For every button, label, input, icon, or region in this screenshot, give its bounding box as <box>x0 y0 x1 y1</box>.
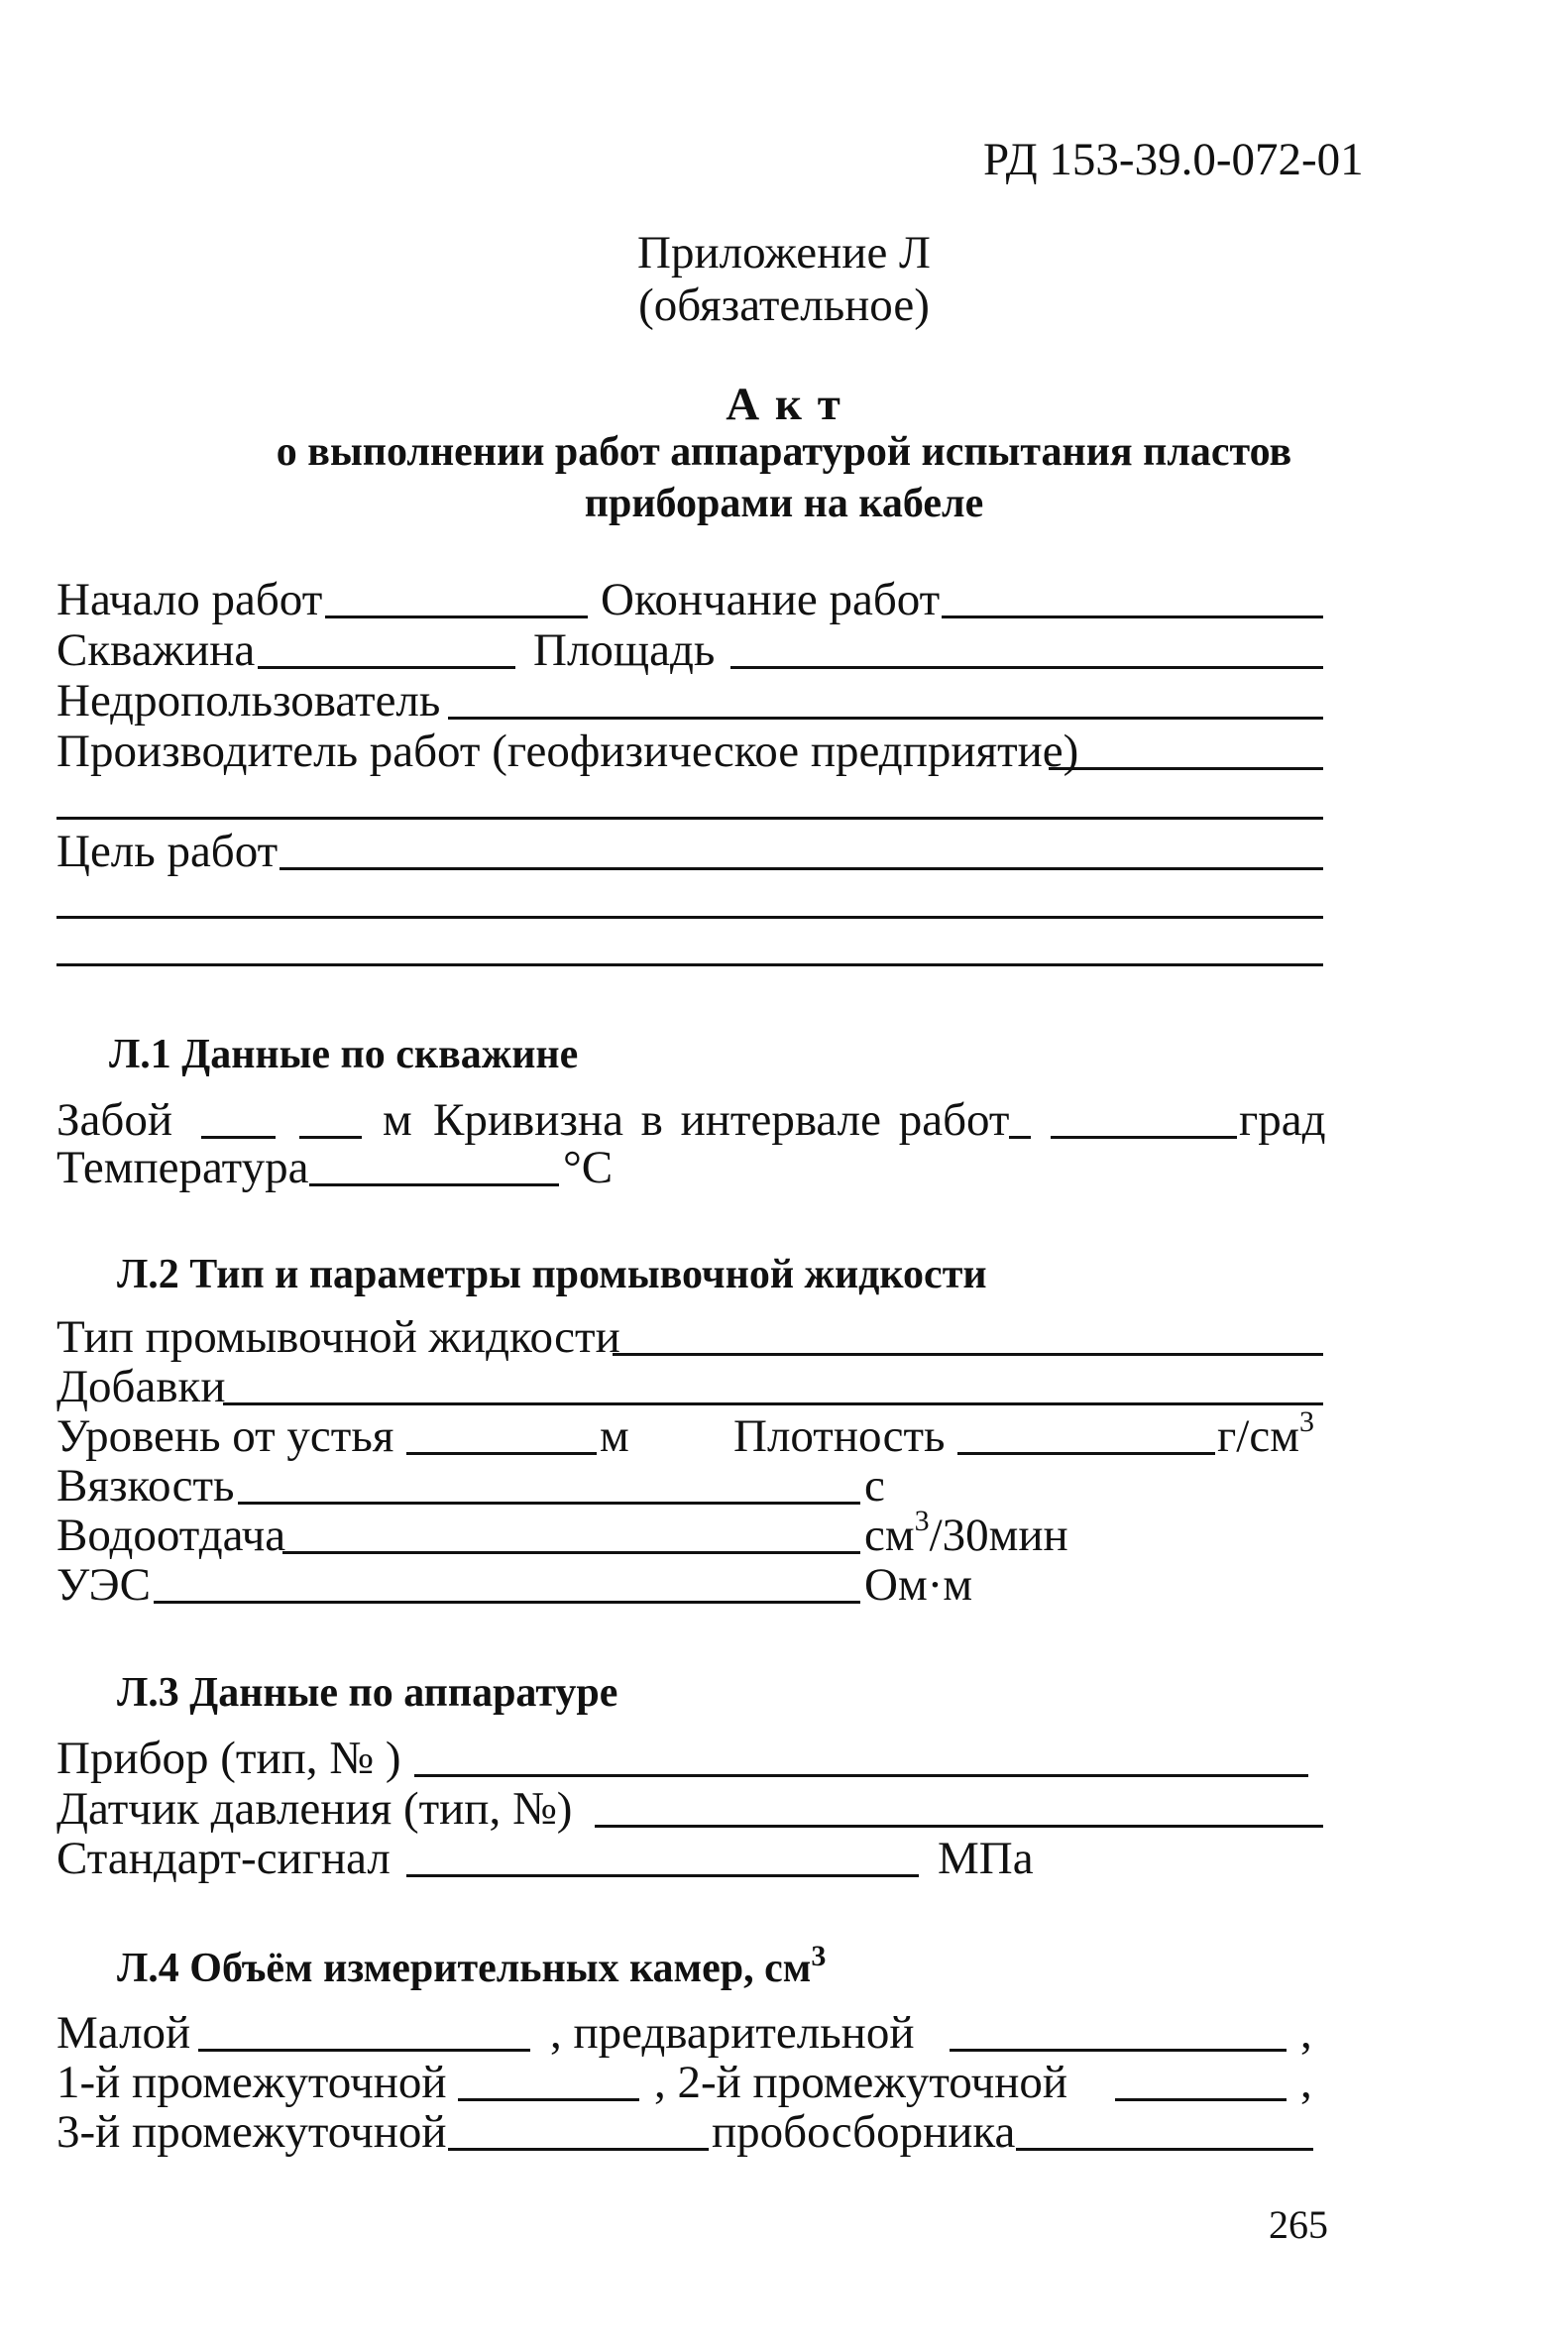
curvature-field-2[interactable] <box>1051 1136 1237 1139</box>
level-label: Уровень от устья <box>56 1410 394 1462</box>
bottom-field-1[interactable] <box>201 1136 276 1139</box>
start-field[interactable] <box>325 616 588 618</box>
section2-heading: Л.2 Тип и параметры промывочной жидкости <box>117 1252 987 1297</box>
sampler-label: пробосборника <box>712 2106 1016 2158</box>
end-field[interactable] <box>942 616 1323 618</box>
page-number: 265 <box>1269 2202 1328 2247</box>
inter2-field[interactable] <box>1115 2098 1287 2101</box>
section1-heading: Л.1 Данные по скважине <box>109 1032 579 1077</box>
water-loss-label: Водоотдача <box>56 1510 286 1561</box>
appendix-note: (обязательное) <box>638 280 930 331</box>
act-subtitle-line1: о выполнении работ аппаратурой испытания пластов <box>276 429 1292 475</box>
bottom-label: Забой <box>56 1094 172 1146</box>
water-loss-unit-b: /30мин <box>929 1510 1068 1561</box>
subsoil-user-field[interactable] <box>448 717 1323 720</box>
water-loss-unit-exp: 3 <box>914 1505 930 1537</box>
preliminary-label: , предварительной <box>550 2007 915 2059</box>
viscosity-label: Вязкость <box>56 1460 235 1512</box>
document-code: РД 153-39.0-072-01 <box>983 134 1364 185</box>
well-field[interactable] <box>258 666 515 669</box>
temperature-unit: °С <box>563 1142 614 1193</box>
std-signal-label: Стандарт-сигнал <box>56 1833 391 1884</box>
viscosity-field[interactable] <box>238 1502 860 1505</box>
bottom-unit: м <box>383 1094 412 1146</box>
std-signal-unit: МПа <box>938 1833 1034 1884</box>
well-label: Скважина <box>56 624 256 676</box>
purpose-field-line3[interactable] <box>56 963 1323 966</box>
density-unit-text: г/см <box>1217 1410 1299 1462</box>
section4-heading-text: Л.4 Объём измерительных камер, см <box>117 1946 812 1991</box>
temperature-label: Температура <box>56 1142 309 1193</box>
level-unit: м <box>600 1410 629 1462</box>
section4-heading-exp: 3 <box>811 1940 827 1972</box>
preliminary-comma: , <box>1300 2007 1312 2059</box>
area-label: Площадь <box>533 624 716 676</box>
density-unit <box>1217 1405 1314 1462</box>
device-field[interactable] <box>414 1774 1308 1777</box>
small-chamber-label: Малой <box>56 2007 191 2059</box>
device-label: Прибор (тип, № ) <box>56 1733 401 1784</box>
inter1-label: 1-й промежуточной <box>56 2057 447 2108</box>
curvature-label: Кривизна в интервале работ <box>433 1094 1010 1146</box>
viscosity-unit: с <box>864 1460 885 1512</box>
resistivity-label: УЭС <box>56 1559 152 1611</box>
inter2-comma: , <box>1300 2057 1312 2108</box>
resistivity-field[interactable] <box>154 1601 860 1604</box>
section4-heading <box>117 1940 827 1991</box>
density-field[interactable] <box>957 1452 1215 1455</box>
additives-field[interactable] <box>223 1402 1323 1405</box>
resistivity-unit: Ом·м <box>864 1559 973 1611</box>
preliminary-field[interactable] <box>950 2049 1287 2052</box>
curvature-field-1[interactable] <box>1009 1136 1031 1139</box>
sensor-label: Датчик давления (тип, №) <box>56 1783 573 1835</box>
inter3-field[interactable] <box>448 2148 709 2151</box>
contractor-label: Производитель работ (геофизическое предприятие) <box>56 726 1079 777</box>
density-unit-exp: 3 <box>1298 1405 1314 1438</box>
sensor-field[interactable] <box>595 1825 1323 1828</box>
curvature-unit: град <box>1239 1094 1326 1146</box>
purpose-label: Цель работ <box>56 826 279 877</box>
water-loss-unit-a: см <box>864 1510 915 1561</box>
end-label: Окончание работ <box>601 574 941 625</box>
water-loss-unit <box>864 1505 1068 1561</box>
small-chamber-field[interactable] <box>198 2049 530 2052</box>
contractor-field-cont[interactable] <box>56 817 1323 820</box>
fluid-type-label: Тип промывочной жидкости <box>56 1311 620 1363</box>
start-label: Начало работ <box>56 574 323 625</box>
level-field[interactable] <box>406 1452 597 1455</box>
std-signal-field[interactable] <box>406 1874 919 1877</box>
sampler-field[interactable] <box>1016 2148 1313 2151</box>
additives-label: Добавки <box>56 1361 226 1412</box>
density-label: Плотность <box>733 1410 946 1462</box>
appendix-title: Приложение Л <box>637 227 931 279</box>
purpose-field-line2[interactable] <box>56 916 1323 919</box>
water-loss-field[interactable] <box>282 1551 860 1554</box>
inter1-field[interactable] <box>458 2098 639 2101</box>
inter3-label: 3-й промежуточной <box>56 2106 447 2158</box>
subsoil-user-label: Недропользователь <box>56 675 441 727</box>
inter2-label: , 2-й промежуточной <box>654 2057 1068 2108</box>
area-field[interactable] <box>730 666 1323 669</box>
temperature-field[interactable] <box>309 1183 559 1186</box>
purpose-field[interactable] <box>280 867 1323 870</box>
section3-heading: Л.3 Данные по аппаратуре <box>117 1670 618 1716</box>
bottom-field-2[interactable] <box>299 1136 362 1139</box>
act-title: А к т <box>726 379 842 430</box>
act-subtitle-line2: приборами на кабеле <box>584 481 984 526</box>
fluid-type-field[interactable] <box>613 1353 1323 1356</box>
contractor-field[interactable] <box>1049 767 1323 770</box>
